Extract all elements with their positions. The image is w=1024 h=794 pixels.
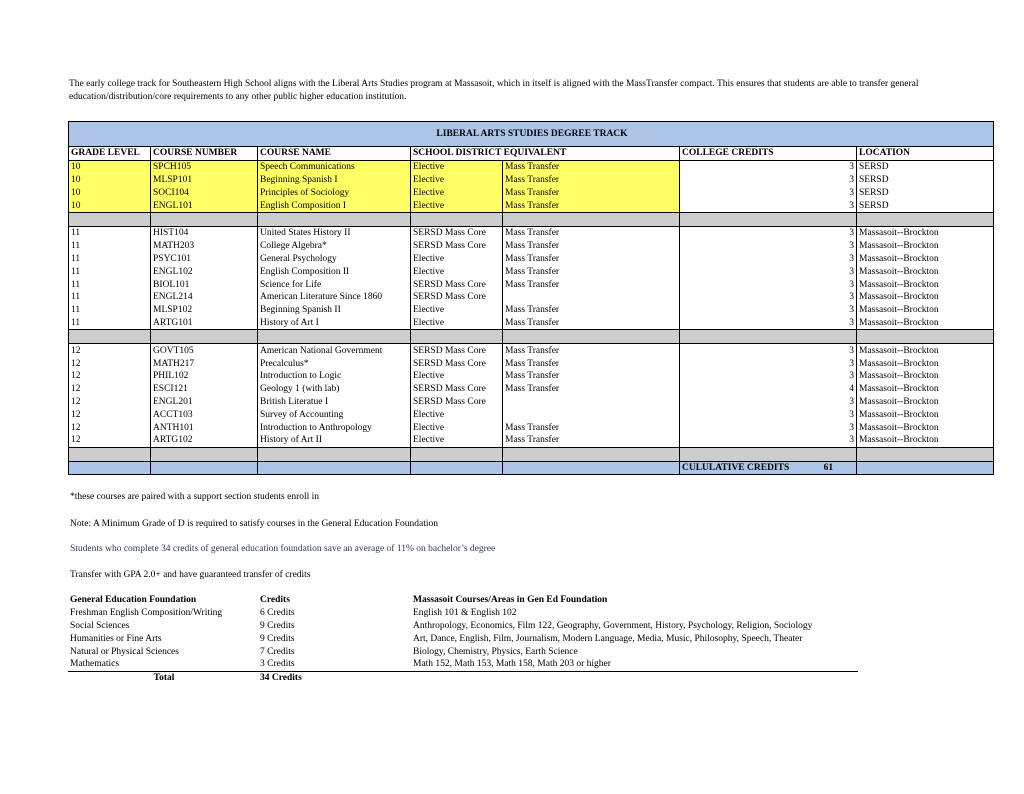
- gen-ed-foundation-cell: Humanities or Fine Arts: [70, 633, 162, 644]
- course-name-cell: United States History II: [258, 226, 411, 239]
- location-cell: Massasoit--Brockton: [857, 370, 994, 383]
- grade-level-cell: 11: [69, 226, 151, 239]
- location-cell: Massasoit--Brockton: [857, 253, 994, 266]
- course-name-cell: Speech Communications: [258, 160, 411, 173]
- district-equivalent-cell: SERSD Mass Core: [411, 357, 503, 370]
- mass-transfer-cell: Mass Transfer: [503, 421, 680, 434]
- gen-ed-header-areas: Massasoit Courses/Areas in Gen Ed Foundation: [413, 595, 608, 606]
- grade-level-cell: 12: [69, 408, 151, 421]
- course-name-cell: History of Art I: [258, 317, 411, 330]
- course-name-cell: Principles of Sociology: [258, 186, 411, 199]
- grade-level-cell: 11: [69, 278, 151, 291]
- course-row: [69, 370, 994, 383]
- location-cell: Massasoit--Brockton: [857, 278, 994, 291]
- mass-transfer-cell: Mass Transfer: [503, 186, 680, 199]
- grade-level-cell: 10: [69, 186, 151, 199]
- mass-transfer-cell: Mass Transfer: [503, 383, 680, 396]
- course-row: [69, 186, 994, 199]
- district-equivalent-cell: Elective: [411, 408, 503, 421]
- note-minimum-grade: Note: A Minimum Grade of D is required to satisfy courses in the General Education Foundation: [70, 519, 439, 529]
- grade-level-cell: 12: [69, 370, 151, 383]
- district-equivalent-cell: Elective: [411, 265, 503, 278]
- district-equivalent-cell: SERSD Mass Core: [411, 278, 503, 291]
- college-credits-cell: 3: [680, 240, 857, 253]
- mass-transfer-cell: Mass Transfer: [503, 265, 680, 278]
- course-row: [69, 253, 994, 266]
- gen-ed-foundation-cell: Mathematics: [68, 658, 258, 671]
- course-number-cell: ENGL101: [151, 199, 258, 212]
- header-school-district-equivalent: SCHOOL DISTRICT EQUIVALENT: [411, 147, 680, 161]
- grade-level-cell: 11: [69, 317, 151, 330]
- course-row: [69, 265, 994, 278]
- course-name-cell: Science for Life: [258, 278, 411, 291]
- college-credits-cell: 3: [680, 186, 857, 199]
- course-number-cell: ENGL214: [151, 291, 258, 304]
- cumulative-credits-cell: [680, 461, 857, 474]
- course-number-cell: MATH217: [151, 357, 258, 370]
- mass-transfer-cell: [503, 408, 680, 421]
- location-cell: Massasoit--Brockton: [857, 226, 994, 239]
- mass-transfer-cell: [503, 396, 680, 409]
- gen-ed-credits-cell: 9 Credits: [260, 620, 295, 631]
- location-cell: Massasoit--Brockton: [857, 357, 994, 370]
- course-name-cell: General Psychology: [258, 253, 411, 266]
- course-name-cell: College Algebra*: [258, 240, 411, 253]
- gen-ed-foundation-table: [68, 594, 858, 685]
- grade-level-cell: 12: [69, 383, 151, 396]
- course-number-cell: PSYC101: [151, 253, 258, 266]
- gen-ed-total-value: 34 Credits: [260, 673, 302, 684]
- course-row: [69, 396, 994, 409]
- course-name-cell: English Composition I: [258, 199, 411, 212]
- grade-level-cell: 12: [69, 357, 151, 370]
- district-equivalent-cell: Elective: [411, 160, 503, 173]
- course-name-cell: History of Art II: [258, 434, 411, 447]
- degree-track-table: [68, 121, 994, 475]
- district-equivalent-cell: SERSD Mass Core: [411, 383, 503, 396]
- college-credits-cell: 3: [680, 226, 857, 239]
- course-row: [69, 174, 994, 187]
- location-cell: Massasoit--Brockton: [857, 408, 994, 421]
- course-name-cell: American National Government: [258, 344, 411, 357]
- grade-level-cell: 12: [69, 396, 151, 409]
- header-course-name: COURSE NAME: [258, 147, 411, 161]
- course-number-cell: ARTG102: [151, 434, 258, 447]
- location-cell: Massasoit--Brockton: [857, 434, 994, 447]
- location-cell: Massasoit--Brockton: [857, 291, 994, 304]
- location-cell: Massasoit--Brockton: [857, 421, 994, 434]
- grade-level-cell: 11: [69, 291, 151, 304]
- note-paired-support: *these courses are paired with a support section students enroll in: [70, 492, 320, 502]
- mass-transfer-cell: Mass Transfer: [503, 370, 680, 383]
- course-row: [69, 304, 994, 317]
- course-name-cell: British Literatue I: [258, 396, 411, 409]
- location-cell: SERSD: [857, 174, 994, 187]
- district-equivalent-cell: Elective: [411, 174, 503, 187]
- course-row: [69, 317, 994, 330]
- intro-paragraph: The early college track for Southeastern High School aligns with the Liberal Arts Studies program at Massasoit, which in itself is aligned with the MassTransfer compact. This ensures that students are able to transfer general education/distribution/core requirements to any other public higher education institution.: [69, 79, 919, 102]
- district-equivalent-cell: SERSD Mass Core: [411, 344, 503, 357]
- college-credits-cell: 3: [680, 396, 857, 409]
- college-credits-cell: 3: [680, 421, 857, 434]
- district-equivalent-cell: Elective: [411, 304, 503, 317]
- college-credits-cell: 3: [680, 199, 857, 212]
- college-credits-cell: 3: [680, 370, 857, 383]
- course-row: [69, 434, 994, 447]
- course-number-cell: ANTH101: [151, 421, 258, 434]
- gen-ed-total-label: Total: [153, 673, 175, 684]
- course-name-cell: English Composition II: [258, 265, 411, 278]
- course-number-cell: MATH203: [151, 240, 258, 253]
- gen-ed-credits-cell: 6 Credits: [260, 608, 295, 619]
- location-cell: SERSD: [857, 160, 994, 173]
- location-cell: Massasoit--Brockton: [857, 344, 994, 357]
- college-credits-cell: 3: [680, 304, 857, 317]
- header-location: LOCATION: [857, 147, 994, 161]
- district-equivalent-cell: Elective: [411, 253, 503, 266]
- course-row: [69, 226, 994, 239]
- course-name-cell: Survey of Accounting: [258, 408, 411, 421]
- course-number-cell: SPCH105: [151, 160, 258, 173]
- mass-transfer-cell: Mass Transfer: [503, 434, 680, 447]
- college-credits-cell: 3: [680, 291, 857, 304]
- gen-ed-foundation-cell: Social Sciences: [70, 620, 130, 631]
- college-credits-cell: 3: [680, 160, 857, 173]
- course-number-cell: GOVT105: [151, 344, 258, 357]
- grade-level-cell: 12: [69, 421, 151, 434]
- mass-transfer-cell: Mass Transfer: [503, 253, 680, 266]
- course-number-cell: HIST104: [151, 226, 258, 239]
- course-rows: [69, 160, 994, 461]
- district-equivalent-cell: Elective: [411, 421, 503, 434]
- district-equivalent-cell: SERSD Mass Core: [411, 226, 503, 239]
- course-number-cell: MLSP101: [151, 174, 258, 187]
- header-college-credits: COLLEGE CREDITS: [680, 147, 857, 161]
- table-title: LIBERAL ARTS STUDIES DEGREE TRACK: [69, 122, 994, 147]
- college-credits-cell: 3: [680, 434, 857, 447]
- grade-level-cell: 10: [69, 199, 151, 212]
- gen-ed-areas-cell: Biology, Chemistry, Physics, Earth Science: [413, 646, 578, 657]
- cumulative-credits-label: CULULATIVE CREDITS: [682, 462, 790, 473]
- district-equivalent-cell: Elective: [411, 434, 503, 447]
- gen-ed-credits-cell: 3 Credits: [258, 658, 411, 671]
- course-number-cell: PHIL102: [151, 370, 258, 383]
- course-row: [69, 408, 994, 421]
- location-cell: Massasoit--Brockton: [857, 304, 994, 317]
- district-equivalent-cell: Elective: [411, 199, 503, 212]
- grade-level-cell: 12: [69, 344, 151, 357]
- district-equivalent-cell: Elective: [411, 317, 503, 330]
- note-gpa-transfer: Transfer with GPA 2.0+ and have guaranteed transfer of credits: [70, 570, 311, 580]
- college-credits-cell: 3: [680, 174, 857, 187]
- district-equivalent-cell: SERSD Mass Core: [411, 396, 503, 409]
- course-row: [69, 240, 994, 253]
- district-equivalent-cell: Elective: [411, 370, 503, 383]
- grade-level-cell: 10: [69, 174, 151, 187]
- gen-ed-areas-cell: English 101 & English 102: [413, 608, 517, 619]
- grade-level-cell: 10: [69, 160, 151, 173]
- mass-transfer-cell: Mass Transfer: [503, 357, 680, 370]
- note-bachelor-savings: Students who complete 34 credits of general education foundation save an average of 11% on bachelor’s degree: [70, 544, 496, 554]
- course-name-cell: Beginning Spanish II: [258, 304, 411, 317]
- gen-ed-row: [68, 620, 858, 633]
- district-equivalent-cell: SERSD Mass Core: [411, 291, 503, 304]
- gen-ed-areas-cell: Math 152, Math 153, Math 158, Math 203 or higher: [411, 658, 858, 671]
- college-credits-cell: 3: [680, 265, 857, 278]
- gen-ed-foundation-cell: Natural or Physical Sciences: [70, 646, 179, 657]
- gen-ed-credits-cell: 9 Credits: [260, 633, 295, 644]
- gen-ed-row: [68, 658, 858, 671]
- mass-transfer-cell: Mass Transfer: [503, 278, 680, 291]
- location-cell: Massasoit--Brockton: [857, 396, 994, 409]
- gen-ed-row: [68, 607, 858, 620]
- course-name-cell: Geology 1 (with lab): [258, 383, 411, 396]
- course-number-cell: ARTG101: [151, 317, 258, 330]
- course-name-cell: Introduction to Logic: [258, 370, 411, 383]
- location-cell: SERSD: [857, 186, 994, 199]
- location-cell: Massasoit--Brockton: [857, 317, 994, 330]
- mass-transfer-cell: Mass Transfer: [503, 226, 680, 239]
- college-credits-cell: 3: [680, 278, 857, 291]
- course-row: [69, 291, 994, 304]
- gen-ed-areas-cell: Anthropology, Economics, Film 122, Geography, Government, History, Psychology, Religion, Sociology: [413, 620, 813, 631]
- mass-transfer-cell: Mass Transfer: [503, 160, 680, 173]
- separator-row: [69, 212, 994, 226]
- location-cell: Massasoit--Brockton: [857, 383, 994, 396]
- grade-level-cell: 11: [69, 304, 151, 317]
- mass-transfer-cell: Mass Transfer: [503, 344, 680, 357]
- mass-transfer-cell: Mass Transfer: [503, 317, 680, 330]
- gen-ed-header-foundation: General Education Foundation: [70, 595, 197, 606]
- gen-ed-row: [68, 645, 858, 658]
- gen-ed-areas-cell: Art, Dance, English, Film, Journalism, Modern Language, Media, Music, Philosophy, Speech, Theater: [413, 633, 803, 644]
- gen-ed-rows: [68, 607, 858, 671]
- course-row: [69, 421, 994, 434]
- gen-ed-header-credits: Credits: [260, 595, 290, 606]
- course-row: [69, 278, 994, 291]
- header-grade-level: GRADE LEVEL: [69, 147, 151, 161]
- course-number-cell: ESCI121: [151, 383, 258, 396]
- course-name-cell: Precalculus*: [258, 357, 411, 370]
- separator-row: [69, 330, 994, 344]
- mass-transfer-cell: [503, 291, 680, 304]
- course-number-cell: ENGL102: [151, 265, 258, 278]
- header-course-number: COURSE NUMBER: [151, 147, 258, 161]
- college-credits-cell: 3: [680, 357, 857, 370]
- grade-level-cell: 11: [69, 265, 151, 278]
- college-credits-cell: 3: [680, 344, 857, 357]
- college-credits-cell: 3: [680, 317, 857, 330]
- course-number-cell: SOCI104: [151, 186, 258, 199]
- separator-row: [69, 447, 994, 461]
- location-cell: Massasoit--Brockton: [857, 265, 994, 278]
- cumulative-credits-value: 61: [823, 462, 834, 473]
- course-row: [69, 199, 994, 212]
- college-credits-cell: 3: [680, 253, 857, 266]
- grade-level-cell: 11: [69, 240, 151, 253]
- district-equivalent-cell: Elective: [411, 186, 503, 199]
- gen-ed-row: [68, 632, 858, 645]
- course-row: [69, 383, 994, 396]
- gen-ed-credits-cell: 7 Credits: [260, 646, 295, 657]
- location-cell: SERSD: [857, 199, 994, 212]
- mass-transfer-cell: Mass Transfer: [503, 240, 680, 253]
- course-name-cell: American Literature Since 1860: [258, 291, 411, 304]
- course-number-cell: ACCT103: [151, 408, 258, 421]
- course-number-cell: MLSP102: [151, 304, 258, 317]
- grade-level-cell: 11: [69, 253, 151, 266]
- district-equivalent-cell: SERSD Mass Core: [411, 240, 503, 253]
- mass-transfer-cell: Mass Transfer: [503, 304, 680, 317]
- course-name-cell: Beginning Spanish I: [258, 174, 411, 187]
- course-row: [69, 160, 994, 173]
- course-row: [69, 357, 994, 370]
- college-credits-cell: 3: [680, 408, 857, 421]
- grade-level-cell: 12: [69, 434, 151, 447]
- mass-transfer-cell: Mass Transfer: [503, 174, 680, 187]
- course-name-cell: Introduction to Anthropology: [258, 421, 411, 434]
- mass-transfer-cell: Mass Transfer: [503, 199, 680, 212]
- course-number-cell: BIOL101: [151, 278, 258, 291]
- course-row: [69, 344, 994, 357]
- course-number-cell: ENGL201: [151, 396, 258, 409]
- location-cell: Massasoit--Brockton: [857, 240, 994, 253]
- college-credits-cell: 4: [680, 383, 857, 396]
- gen-ed-foundation-cell: Freshman English Composition/Writing: [70, 608, 223, 619]
